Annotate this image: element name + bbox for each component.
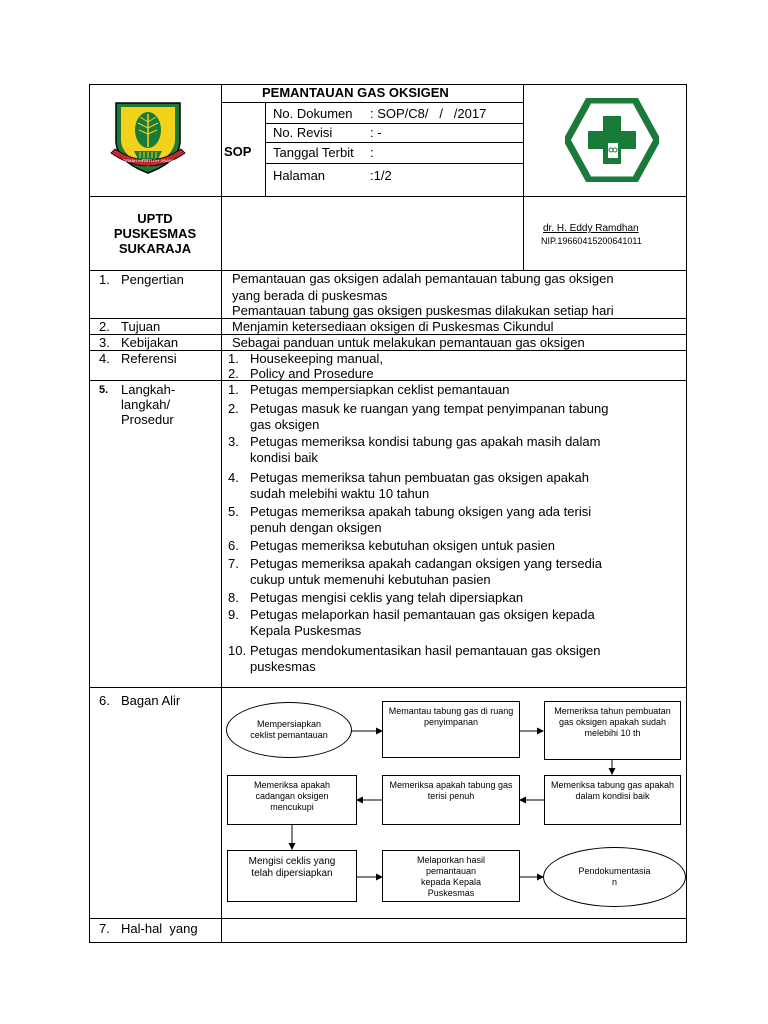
referensi-item-1-num: 1.	[228, 351, 239, 366]
step-number: 10.	[228, 643, 247, 658]
halaman-label: Halaman	[273, 168, 326, 183]
halaman-value: :1/2	[370, 168, 392, 183]
section-langkah-label-2: langkah/	[121, 397, 171, 412]
signer-nip: NIP.19660415200641011	[541, 236, 642, 246]
section-bagan-label: Bagan Alir	[121, 693, 181, 708]
section-kebijakan-label: Kebijakan	[121, 335, 179, 350]
flow-node-3: Memeriksa tahun pembuatan gas oksigen apakah sudah melebihi 10 th	[544, 701, 681, 760]
step-number: 8.	[228, 590, 239, 605]
step-text-cont: Kepala Puskesmas	[250, 623, 362, 638]
section-kebijakan-num: 3.	[99, 335, 110, 350]
step-text: Petugas mendokumentasikan hasil pemantauan gas oksigen	[250, 643, 601, 658]
section-hal-label: Hal-hal yang	[121, 921, 198, 936]
org-line-1: UPTD	[137, 211, 173, 226]
step-text: Petugas memeriksa kondisi tabung gas apakah masih dalam	[250, 434, 601, 449]
tanggal-terbit-label: Tanggal Terbit	[273, 145, 354, 160]
step-text: Petugas melaporkan hasil pemantauan gas oksigen kepada	[250, 607, 595, 622]
referensi-item-2-num: 2.	[228, 366, 239, 381]
section-pengertian-label: Pengertian	[121, 272, 184, 287]
step-number: 1.	[228, 382, 239, 397]
step-text-cont: puskesmas	[250, 659, 316, 674]
flow-node-4: Memeriksa tabung gas apakah dalam kondisi baik	[544, 775, 681, 825]
section-referensi-label: Referensi	[121, 351, 177, 366]
step-text: Petugas mengisi ceklis yang telah dipersiapkan	[250, 590, 524, 605]
section-tujuan-num: 2.	[99, 319, 110, 334]
step-number: 6.	[228, 538, 239, 553]
pengertian-line-2: yang berada di puskesmas	[232, 288, 388, 303]
document-title: PEMANTAUAN GAS OKSIGEN	[262, 85, 449, 100]
section-referensi-num: 4.	[99, 351, 110, 366]
step-text-cont: penuh dengan oksigen	[250, 520, 382, 535]
flow-node-end: Pendokumentasia n	[543, 847, 686, 907]
flow-node-5: Memeriksa apakah tabung gas terisi penuh	[382, 775, 520, 825]
step-text: Petugas memeriksa tahun pembuatan gas oksigen apakah	[250, 470, 589, 485]
step-text: Petugas memeriksa apakah tabung oksigen yang ada terisi	[250, 504, 592, 519]
org-line-3: SUKARAJA	[118, 241, 192, 256]
step-number: 9.	[228, 607, 239, 622]
org-line-2: PUSKESMAS	[113, 226, 197, 241]
logo-motto-text: GEMAH RIPAH LOH JINAWI	[122, 158, 174, 163]
referensi-item-1-text: Housekeeping manual,	[250, 351, 383, 366]
flow-node-8: Melaporkan hasil pemantauan kepada Kepala Puskesmas	[382, 850, 520, 902]
kebijakan-text: Sebagai panduan untuk melakukan pemantauan gas oksigen	[232, 335, 585, 350]
step-text: Petugas masuk ke ruangan yang tempat penyimpanan tabung	[250, 401, 609, 416]
step-number: 3.	[228, 434, 239, 449]
step-text-cont: kondisi baik	[250, 450, 318, 465]
section-langkah-label-3: Prosedur	[121, 412, 174, 427]
flow-node-7: Mengisi ceklis yang telah dipersiapkan	[227, 850, 357, 902]
flow-node-6: Memeriksa apakah cadangan oksigen mencukupi	[227, 775, 357, 825]
signer-name: dr. H. Eddy Ramdhan	[543, 223, 639, 234]
step-number: 2.	[228, 401, 239, 416]
step-number: 5.	[228, 504, 239, 519]
pengertian-line-1: Pemantauan gas oksigen adalah pemantauan tabung gas oksigen	[232, 271, 614, 286]
no-dokumen-label: No. Dokumen	[273, 106, 353, 121]
step-text: Petugas memeriksa kebutuhan oksigen untuk pasien	[250, 538, 555, 553]
step-text-cont: gas oksigen	[250, 417, 320, 432]
section-bagan-num: 6.	[99, 693, 110, 708]
referensi-item-2-text: Policy and Prosedure	[250, 366, 374, 381]
step-number: 4.	[228, 470, 239, 485]
step-number: 7.	[228, 556, 239, 571]
section-langkah-label-1: Langkah-	[121, 382, 176, 397]
sop-label: SOP	[224, 144, 252, 159]
flow-node-start: Mempersiapkan ceklist pemantauan	[226, 702, 352, 758]
step-text: Petugas memeriksa apakah cadangan oksigen yang tersedia	[250, 556, 602, 571]
section-hal-num: 7.	[99, 921, 110, 936]
section-tujuan-label: Tujuan	[121, 319, 161, 334]
section-langkah-num: 5.	[99, 384, 109, 396]
step-text-cont: cukup untuk memenuhi kebutuhan pasien	[250, 572, 491, 587]
no-revisi-value: : -	[370, 125, 382, 140]
tanggal-terbit-value: :	[370, 145, 374, 160]
step-text-cont: sudah melebihi waktu 10 tahun	[250, 486, 430, 501]
pengertian-line-3: Pemantauan tabung gas oksigen puskesmas dilakukan setiap hari	[232, 303, 614, 318]
step-text: Petugas mempersiapkan ceklist pemantauan	[250, 382, 510, 397]
no-dokumen-value: : SOP/C8/ / /2017	[370, 106, 487, 121]
tujuan-text: Menjamin ketersediaan oksigen di Puskesmas Cikundul	[232, 319, 554, 334]
no-revisi-label: No. Revisi	[273, 125, 333, 140]
flow-node-2: Memantau tabung gas di ruang penyimpanan	[382, 701, 520, 758]
section-pengertian-num: 1.	[99, 272, 110, 287]
